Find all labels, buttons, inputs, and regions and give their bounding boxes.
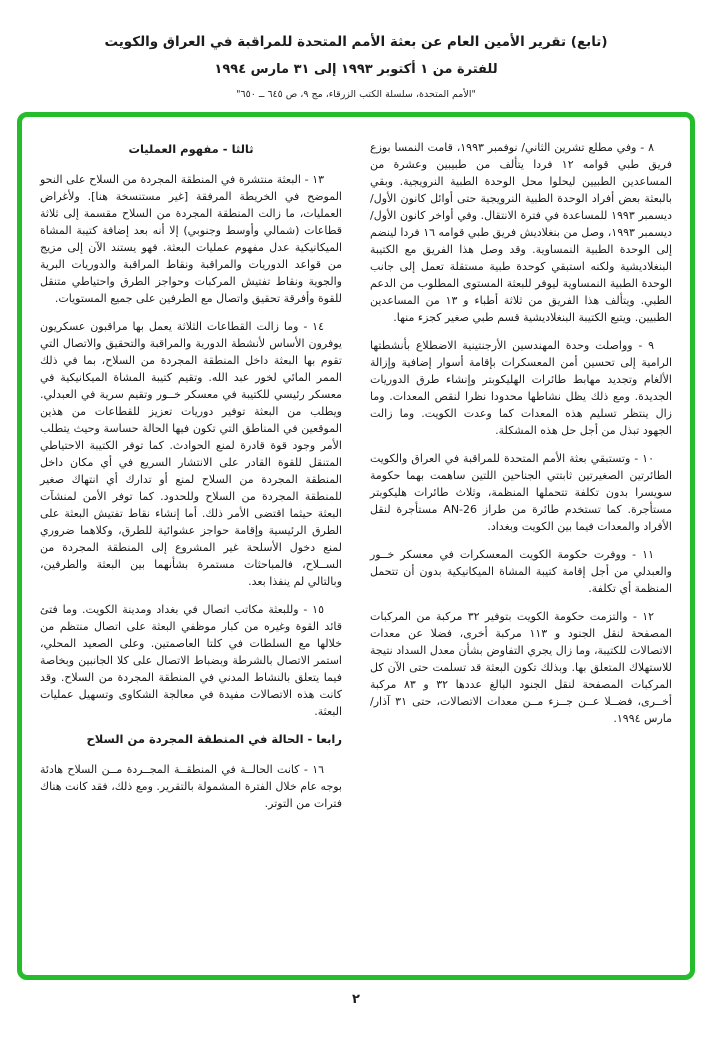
- paragraph-number: ١١ -: [632, 548, 654, 562]
- paragraph-9: [370, 337, 672, 439]
- document-header: [0, 0, 712, 100]
- paragraph-16: [40, 761, 342, 812]
- paragraph-text: وما زالت القطاعات الثلاثة يعمل بها مراقبون عسكريون يوفرون الأساس لأنشطة الدورية والمراقبة والتحقيق والاتصال التي تقوم بها البعثة داخل المنطقة المجردة من السلاح، بما في ذلك الممر المائي لخور عبد الله. وتقيم كتيبة المشاة الميكانيكية في معسكر رئيسي للكتيبة في معسكر خــور وتقيم سرية في العبدلي. ويطلب من البعثة توفير دوريات تعزيز للقطاعات من هذين الموقعين في المناطق التي تكون فيها الحالة حساسة وحيث يتطلب الأمر وجود قوة قادرة لمنع الحوادث. كما توفر الكتيبة الاحتياطي المتنقل للقوة القادر على الانتشار السريع في أي مكان داخل المنطقة المجردة من السلاح لمنع أو تدارك أي انتهاك صغير للمنطقة المجردة من السلاح وللحدود. كما توفر الأمن لمنشآت البعثة حيثما اقتضى الأمر ذلك. أما إنشاء نقاط تفتيش البعثة على الطرق الرئيسية وإقامة حواجز عشوائية للطرق، وكلاهما ضروري لمنع دخول الأسلحة غير المشروع إلى المنطقة المجردة من الســلاح، فالمباحثات مستمرة بشأنهما بين البعثة والطرفين، وبالتالي لم ينفذا بعد.: [40, 320, 342, 589]
- paragraph-number: ١٣ -: [304, 173, 325, 187]
- paragraph-text: كانت الحالــة في المنطقــة المجــردة مــن السلاح هادئة بوجه عام خلال الفترة المشمولة بالتقرير. ومع ذلك، فقد كانت هناك فترات من التوتر.: [40, 763, 342, 811]
- paragraph-number: ٩ -: [638, 339, 654, 353]
- paragraph-number: ١٥ -: [303, 603, 324, 617]
- paragraph-text: وفي مطلع تشرين الثاني/ نوفمبر ١٩٩٣، قامت النمسا بوزع فريق طبي قوامه ١٢ فردا يتألف من طبيبين وعشرة من المساعدين الطبيين ليحلوا محل الوحدة الطبية النرويجية. وبقي بالبعثة بعض أفراد الوحدة الطبية النرويجية حتى أوائل كانون الأول/ ديسمبر ١٩٩٣ للمساعدة في فترة الانتقال. وفي أواخر كانون الأول/ ديسمبر ١٩٩٣، وصل من بنغلاديش فريق طبي قوامه ١٦ فردا لينضم إلى الوحدة الطبية النمساوية. وقد وصل هذا الفريق مع الكتيبة البنغلاديشية ولكنه استبقي كوحدة طبية مستقلة تعمل إلى جانب الوحدة الطبية النمساوية ليوفر للبعثة المستوى المطلوب من الدعم الطبي. ويتألف هذا الفريق من ثلاثة أطباء و ١٣ من المساعدين الطبيين. ويتبع الكتيبة البنغلاديشية قسم طبي صغير كجزء منها.: [370, 141, 672, 325]
- left-column: [40, 139, 342, 961]
- paragraph-8: [370, 139, 672, 326]
- paragraph-15: [40, 601, 342, 720]
- page-number: ٢: [352, 992, 360, 1008]
- section-heading-dmz-situation: رابعا - الحالة في المنطقة المجردة من السلاح: [86, 732, 342, 747]
- paragraph-text: وللبعثة مكاتب اتصال في بغداد ومدينة الكويت. وما فتئ قائد القوة وغيره من كبار موظفي البعثة على اتصال منتظم من خلالها مع السلطات في كلتا العاصمتين. وعلى الصعيد المحلي، استمر الاتصال بالشرطة وبضباط الاتصال على كلا الجانبين وبخاصة فيما يتعلق بالنشاط المدني في المنطقة المجردة من السلاح. وقد كانت هذه الاتصالات مفيدة في معالجة الشكاوى وتسهيل عمليات البعثة.: [40, 603, 342, 719]
- source-note: "الأمم المتحدة، سلسلة الكتب الزرقاء، مج ٩، ص ٦٤٥ ــ ٦٥٠": [236, 89, 476, 101]
- paragraph-text: ووفرت حكومة الكويت المعسكرات في معسكر خــور والعبدلي من أجل إقامة كتيبة المشاة الميكانيكية بدون أن تتحمل المنظمة أي تكلفة.: [370, 548, 672, 596]
- paragraph-text: وتستبقي بعثة الأمم المتحدة للمراقبة في العراق والكويت الطائرتين الصغيرتين ثابتتي الجناحين اللتين ساهمت بهما حكومة سويسرا بدون تكلفة تتحملها المنظمة، وثلاث طائرات هليكوبتر مستأجرة. كما تستخدم طائرة من طراز AN-26 مستأجرة لنقل الأفراد والمعدات فيما بين الكويت وبغداد.: [370, 452, 672, 534]
- paragraph-10: [370, 450, 672, 535]
- paragraph-number: ١٠ -: [634, 452, 654, 466]
- paragraph-number: ١٢ -: [632, 610, 655, 624]
- paragraph-number: ١٦ -: [303, 763, 325, 777]
- right-column: [370, 139, 672, 961]
- report-title-line1: (تابع) تقرير الأمين العام عن بعثة الأمم المتحدة للمراقبة في العراق والكويت: [104, 34, 608, 50]
- report-title-line2: للفترة من ١ أكتوبر ١٩٩٣ إلى ٣١ مارس ١٩٩٤: [214, 61, 498, 77]
- paragraph-text: وواصلت وحدة المهندسين الأرجنتينية الاضطلاع بأنشطتها الرامية إلى تحسين أمن المعسكرات بإقامة أسوار إضافية وإزالة الألغام وتجديد مهابط طائرات الهليكوبتر وإنشاء طرق الدوريات الجديدة. ومع ذلك يظل نشاطها محدودا نظرا لنقص المعدات. وما زال ينتظر تسليم هذه المعدات كما وعدت الكويت. وما زالت الجهود تبذل من أجل حل هذه المشكلة.: [370, 339, 672, 438]
- paragraph-text: البعثة منتشرة في المنطقة المجردة من السلاح على النحو الموضح في الخريطة المرفقة [غير مستنسخة هنا]. ولأغراض العمليات، ما زالت المنطقة المجردة من السلاح مقسمة إلى ثلاثة قطاعات (شمالي وأوسط وجنوبي) إلا أنه بعد إضافة كتيبة المشاة الميكانيكية عدل مفهوم عمليات البعثة. فهو يستند الآن إلى مزيج من قواعد الدوريات والمراقبة ونقاط المراقبة والدوريات البرية والجوية ونقاط تفتيش المركبات وحواجز الطرق واحتياطي متنقل للقوة وأفرقة تحقيق واتصال مع الطرفين على جميع المستويات.: [40, 173, 342, 306]
- paragraph-14: [40, 318, 342, 590]
- section-heading-operations-concept: ثالثا - مفهوم العمليات: [128, 142, 254, 157]
- paragraph-number: ١٤ -: [303, 320, 324, 334]
- green-border-content-box: [17, 112, 695, 980]
- paragraph-12: [370, 608, 672, 727]
- paragraph-number: ٨ -: [640, 141, 655, 155]
- two-column-layout: [40, 139, 672, 961]
- paragraph-11: [370, 546, 672, 597]
- paragraph-text: والتزمت حكومة الكويت بتوفير ٣٢ مركبة من المركبات المصفحة لنقل الجنود و ١١٣ مركبة أخرى، فضلا عن معدات الاتصالات للكتيبة، وما زال يجري التفاوض بشأن معدل السداد نتيجة للاستهلاك المتعلق بها. وبذلك تكون البعثة قد تسلمت حتى الآن كل المركبات المصفحة لنقل الجنود البالغ عددها ٣٢ و ٨٣ مركبة أخــرى، فضــلا عــن جــزء مــن معدات الاتصالات، حتى ٣١ آذار/ مارس ١٩٩٤.: [370, 610, 672, 726]
- paragraph-13: [40, 171, 342, 307]
